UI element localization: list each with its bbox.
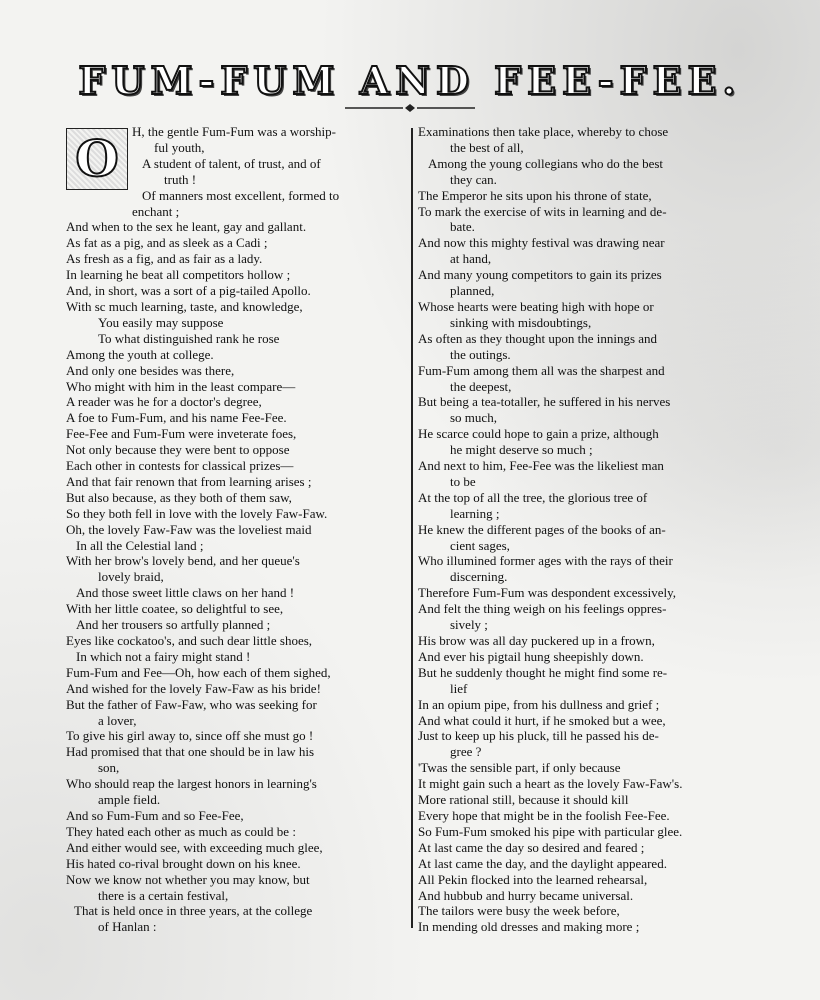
text-line: the outings. xyxy=(450,346,511,362)
text-line: His hated co-rival brought down on his knee. xyxy=(66,855,301,871)
text-line: A student of talent, of trust, and of xyxy=(142,155,321,171)
text-line: As fat as a pig, and as sleek as a Cadi ; xyxy=(66,235,268,251)
text-line: So Fum-Fum smoked his pipe with particular glee. xyxy=(418,823,683,839)
text-line: Fee-Fee and Fum-Fum were inveterate foes, xyxy=(66,426,297,442)
text-line: they can. xyxy=(450,171,497,187)
text-line: And wished for the lovely Faw-Faw as his bride! xyxy=(66,680,321,696)
text-line: At the top of all the tree, the glorious tree of xyxy=(418,489,648,505)
text-line: More rational still, because it should kill xyxy=(418,792,629,808)
text-line: That is held once in three years, at the college xyxy=(74,903,313,919)
text-line: The tailors were busy the week before, xyxy=(418,903,620,919)
text-line: To mark the exercise of wits in learning and de- xyxy=(418,203,667,219)
text-line: And so Fum-Fum and so Fee-Fee, xyxy=(66,807,244,823)
text-line: So they both fell in love with the lovely Faw-Faw. xyxy=(66,505,328,521)
text-line: All Pekin flocked into the learned rehearsal, xyxy=(418,871,648,887)
text-line: Had promised that that one should be in law his xyxy=(66,744,315,760)
text-line: Among the youth at college. xyxy=(66,346,214,362)
drop-cap-letter: O xyxy=(75,129,119,188)
text-line: cient sages, xyxy=(450,537,510,553)
left-column xyxy=(66,124,406,935)
text-line: Therefore Fum-Fum was despondent excessively, xyxy=(418,585,677,601)
text-line: Among the young collegians who do the best xyxy=(428,155,664,171)
text-line: ful youth, xyxy=(154,139,205,155)
text-line: And either would see, with exceeding much glee, xyxy=(66,839,323,855)
text-line: truth ! xyxy=(164,171,197,187)
text-line: At last came the day, and the daylight appeared. xyxy=(418,855,667,871)
text-line: sively ; xyxy=(450,617,488,633)
text-line: They hated each other as much as could be : xyxy=(66,823,296,839)
text-line: To what distinguished rank he rose xyxy=(98,330,280,346)
text-line: But being a tea-totaller, he suffered in his nerves xyxy=(418,394,671,410)
text-line: With sc much learning, taste, and knowledge, xyxy=(66,298,303,314)
text-line: And, in short, was a sort of a pig-tailed Apollo. xyxy=(66,283,311,299)
text-line: To give his girl away to, since off she must go ! xyxy=(66,728,314,744)
text-line: discerning. xyxy=(450,569,508,585)
text-line: And many young competitors to gain its prizes xyxy=(418,267,662,283)
text-line: And felt the thing weigh on his feelings oppres- xyxy=(418,601,667,617)
text-line: lief xyxy=(450,680,468,696)
text-line: In which not a fairy might stand ! xyxy=(76,648,251,664)
text-line: But also because, as they both of them saw, xyxy=(66,489,292,505)
text-line: And next to him, Fee-Fee was the likeliest man xyxy=(418,458,664,474)
text-line: Fum-Fum and Fee—Oh, how each of them sighed, xyxy=(66,664,331,680)
text-line: And hubbub and hurry became universal. xyxy=(418,887,634,903)
text-line: Fum-Fum among them all was the sharpest and xyxy=(418,362,665,378)
text-line: son, xyxy=(98,760,120,776)
text-line: a lover, xyxy=(98,712,137,728)
text-line: It might gain such a heart as the lovely Faw-Faw's. xyxy=(418,776,683,792)
text-line: But he suddenly thought he might find some re- xyxy=(418,664,668,680)
text-line: Not only because they were bent to oppose xyxy=(66,442,290,458)
text-line: But the father of Faw-Faw, who was seeking for xyxy=(66,696,317,712)
text-line: And now this mighty festival was drawing near xyxy=(418,235,665,251)
text-line: Just to keep up his pluck, till he passed his de- xyxy=(418,728,659,744)
text-line: H, the gentle Fum-Fum was a worship- xyxy=(132,124,337,139)
text-line: He scarce could hope to gain a prize, although xyxy=(418,426,659,442)
text-line: You easily may suppose xyxy=(98,314,224,330)
text-line: With her brow's lovely bend, and her queue's xyxy=(66,553,300,569)
text-line: In an opium pipe, from his dullness and grief ; xyxy=(418,696,660,712)
text-line: Each other in contests for classical prizes— xyxy=(66,458,294,474)
text-line: Every hope that might be in the foolish Fee-Fee. xyxy=(418,807,670,823)
text-line: A foe to Fum-Fum, and his name Fee-Fee. xyxy=(66,410,287,426)
text-line: gree ? xyxy=(450,744,482,760)
text-line: Who might with him in the least compare— xyxy=(66,378,296,394)
text-line: there is a certain festival, xyxy=(98,887,229,903)
text-line: And only one besides was there, xyxy=(66,362,235,378)
title-ornament xyxy=(345,103,475,113)
text-line: And what could it hurt, if he smoked but a wee, xyxy=(418,712,666,728)
page-title: FUM-FUM AND FEE-FEE. xyxy=(78,58,742,103)
text-line: Who should reap the largest honors in learning's xyxy=(66,776,317,792)
text-line: In mending old dresses and making more ; xyxy=(418,919,640,935)
text-line: sinking with misdoubtings, xyxy=(450,314,592,330)
text-line: As often as they thought upon the innings and xyxy=(418,330,658,346)
left-column-first-lines xyxy=(66,124,406,204)
text-line: And her trousers so artfully planned ; xyxy=(76,617,271,633)
text-line: With her little coatee, so delightful to see, xyxy=(66,601,284,617)
text-line: planned, xyxy=(450,283,495,299)
text-line: lovely braid, xyxy=(98,569,164,585)
text-line: the best of all, xyxy=(450,139,524,155)
text-line: And that fair renown that from learning arises ; xyxy=(66,473,312,489)
text-line: Oh, the lovely Faw-Faw was the loveliest maid xyxy=(66,521,312,537)
text-line: learning ; xyxy=(450,505,500,521)
text-line: bate. xyxy=(450,219,475,235)
text-line: Now we know not whether you may know, but xyxy=(66,871,310,887)
text-line: Who illumined former ages with the rays of their xyxy=(418,553,673,569)
text-line: He knew the different pages of the books of an- xyxy=(418,521,666,537)
text-line: His brow was all day puckered up in a frown, xyxy=(418,633,655,648)
text-line: of Hanlan : xyxy=(98,919,157,935)
text-line: As fresh as a fig, and as fair as a lady. xyxy=(66,251,263,267)
text-line: In all the Celestial land ; xyxy=(76,537,204,553)
text-line: And those sweet little claws on her hand ! xyxy=(76,585,295,601)
text-line: And when to the sex he leant, gay and gallant. xyxy=(66,219,307,235)
left-column-lines xyxy=(66,204,406,936)
text-line: At last came the day so desired and feared ; xyxy=(418,839,645,855)
text-line: so much, xyxy=(450,410,497,426)
right-column xyxy=(418,124,764,935)
text-line: Examinations then take place, whereby to chose xyxy=(418,124,669,139)
text-line: at hand, xyxy=(450,251,492,267)
text-line: Of manners most excellent, formed to xyxy=(142,187,340,203)
text-line: the deepest, xyxy=(450,378,512,394)
text-line: enchant ; xyxy=(132,203,180,219)
text-line: ample field. xyxy=(98,792,161,808)
text-line: And ever his pigtail hung sheepishly down. xyxy=(418,648,644,664)
text-line: In learning he beat all competitors hollow ; xyxy=(66,267,291,283)
column-divider xyxy=(411,128,413,928)
text-line: 'Twas the sensible part, if only because xyxy=(418,760,621,776)
text-line: A reader was he for a doctor's degree, xyxy=(66,394,262,410)
text-line: The Emperor he sits upon his throne of state, xyxy=(418,187,652,203)
text-line: to be xyxy=(450,473,476,489)
text-line: Eyes like cockatoo's, and such dear little shoes, xyxy=(66,633,313,648)
text-line: Whose hearts were beating high with hope or xyxy=(418,298,654,314)
text-line: he might deserve so much ; xyxy=(450,442,593,458)
